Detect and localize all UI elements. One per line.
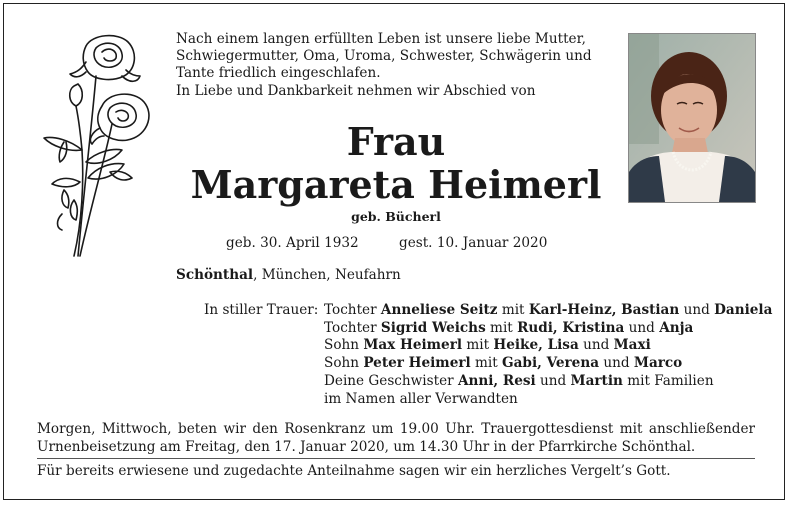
mourner-name: Maxi bbox=[613, 337, 651, 354]
deceased-name: Margareta Heimerl bbox=[190, 162, 602, 207]
mourner-text: im Namen aller Verwandten bbox=[324, 390, 518, 407]
mourner-name: Anja bbox=[659, 319, 694, 336]
portrait-photo bbox=[628, 33, 756, 203]
mourner-text: und bbox=[578, 337, 614, 354]
mourner-text: und bbox=[599, 355, 634, 372]
intro-line: In Liebe und Dankbarkeit nehmen wir Abschied von bbox=[176, 82, 536, 99]
place-primary: Schönthal bbox=[176, 267, 254, 283]
mourner-line bbox=[324, 320, 772, 338]
maiden-name: geb. Bücherl bbox=[351, 209, 441, 224]
places-line bbox=[176, 267, 401, 283]
mourner-text: Sohn bbox=[324, 355, 364, 372]
mourning-label: In stiller Trauer: bbox=[204, 302, 319, 318]
mourner-line bbox=[324, 355, 772, 373]
mourner-line bbox=[324, 373, 772, 391]
service-announcement: Morgen, Mittwoch, beten wir den Rosenkranz um 19.00 Uhr. Trauergottesdienst mit anschließender Urnenbeisetzung am Freitag, den 17. Januar 2020, um 14.30 Uhr in der Pfarrkirche Schönthal. bbox=[37, 421, 755, 455]
mourner-name: Daniela bbox=[714, 302, 773, 318]
intro-line: Nach einem langen erfüllten Leben ist unsere liebe Mutter, bbox=[176, 31, 586, 47]
mourner-text: mit Familien bbox=[622, 372, 714, 389]
mourner-name: Gabi, Verena bbox=[502, 355, 600, 372]
mourner-text: Tochter bbox=[324, 302, 381, 318]
mourner-name: Max Heimerl bbox=[363, 337, 463, 354]
honorific-title: Frau bbox=[346, 119, 446, 164]
birth-date: geb. 30. April 1932 bbox=[226, 235, 359, 251]
mourner-text: mit bbox=[462, 337, 494, 354]
divider bbox=[37, 458, 755, 459]
intro-text bbox=[176, 31, 616, 100]
mourner-text: und bbox=[535, 372, 571, 389]
obituary-notice bbox=[3, 3, 785, 500]
intro-line: Schwiegermutter, Oma, Uroma, Schwester, Schwägerin und bbox=[176, 48, 592, 65]
mourner-name: Martin bbox=[570, 372, 623, 389]
intro-line: Tante friedlich eingeschlafen. bbox=[176, 65, 381, 82]
mourner-text: Sohn bbox=[324, 337, 364, 354]
mourner-name: Peter Heimerl bbox=[363, 355, 471, 372]
mourner-text: mit bbox=[497, 302, 529, 318]
death-date: gest. 10. Januar 2020 bbox=[399, 235, 548, 251]
mourner-name: Karl-Heinz, Bastian bbox=[528, 302, 680, 318]
mourner-line bbox=[324, 302, 772, 320]
mourner-name: Anni, Resi bbox=[457, 372, 536, 389]
mourner-line bbox=[324, 391, 772, 409]
mourner-name: Sigrid Weichs bbox=[380, 319, 486, 336]
thanks-line: Für bereits erwiesene und zugedachte Anteilnahme sagen wir ein herzliches Vergelt’s Gott. bbox=[37, 463, 671, 479]
mourner-name: Heike, Lisa bbox=[493, 337, 579, 354]
mourner-text: Deine Geschwister bbox=[324, 372, 458, 389]
mourner-line bbox=[324, 337, 772, 355]
mourner-text: Tochter bbox=[324, 319, 381, 336]
mourners-list bbox=[324, 302, 772, 408]
place-others: , München, Neufahrn bbox=[253, 267, 401, 283]
mourner-text: und bbox=[624, 319, 660, 336]
mourner-name: Anneliese Seitz bbox=[380, 302, 498, 318]
mourner-text: und bbox=[679, 302, 715, 318]
mourner-name: Rudi, Kristina bbox=[517, 319, 625, 336]
rose-illustration-icon bbox=[34, 32, 154, 260]
mourner-text: mit bbox=[470, 355, 503, 372]
mourner-name: Marco bbox=[633, 355, 683, 372]
mourner-text: mit bbox=[485, 319, 518, 336]
